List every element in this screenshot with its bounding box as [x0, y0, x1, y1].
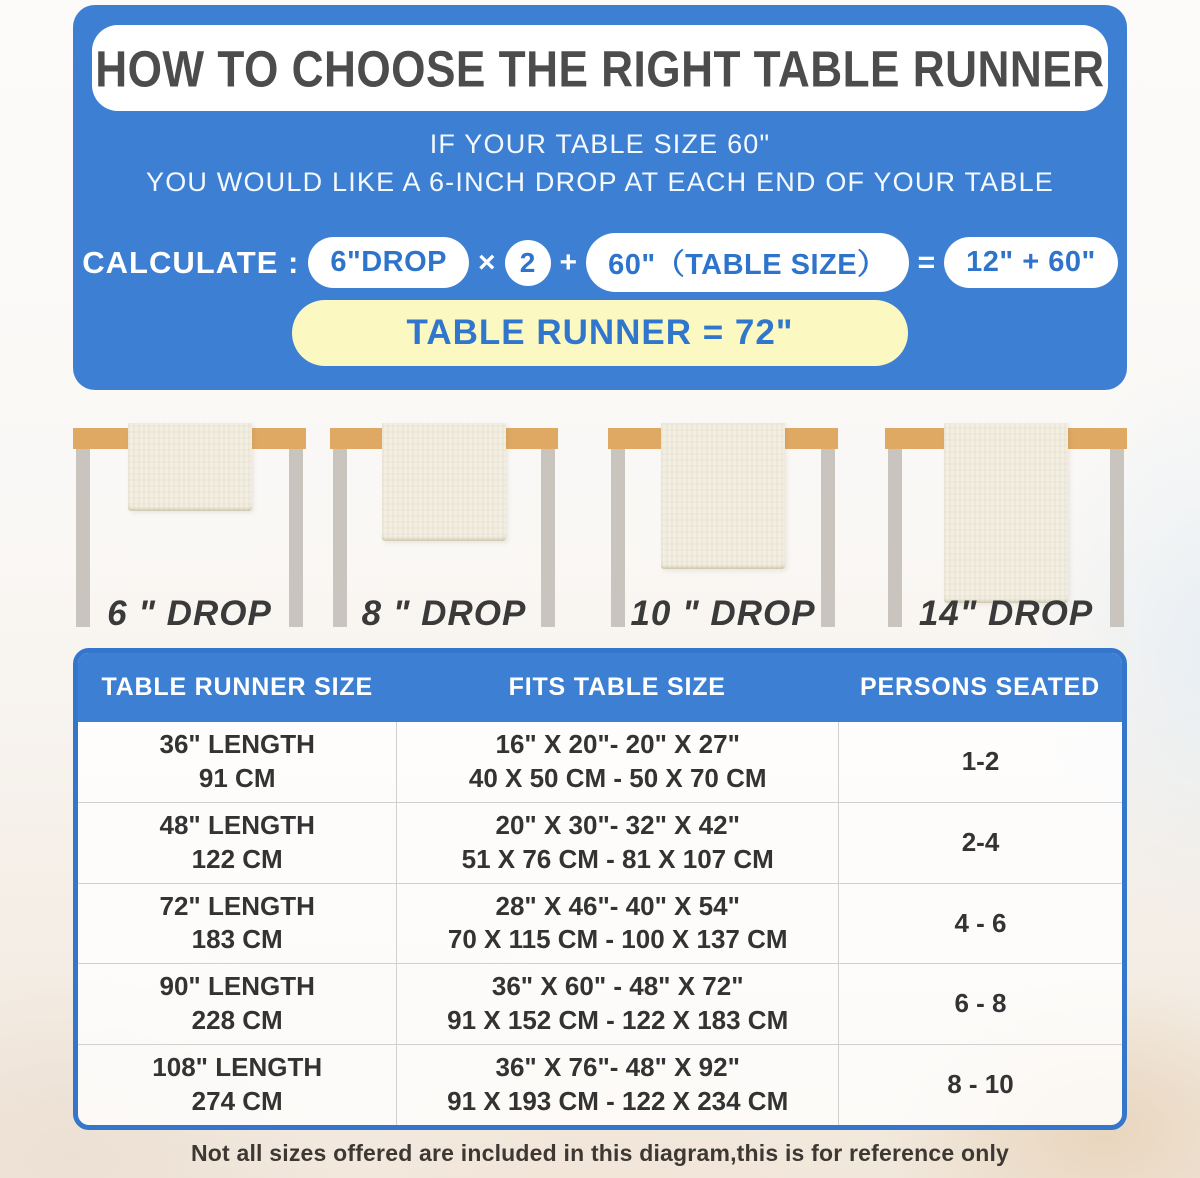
drop-label: 8 " DROP — [361, 594, 527, 633]
cell-fits-table-size: 36" X 60" - 48" X 72" 91 X 152 CM - 122 X 183 CM — [396, 964, 838, 1044]
drop-figure-6 — [73, 420, 306, 638]
table-row — [78, 883, 1122, 964]
column-header-runner-size: TABLE RUNNER SIZE — [101, 673, 373, 701]
drop-label: 10 " DROP — [630, 594, 816, 633]
drop-figure-8 — [330, 420, 558, 638]
multiply-sign: × — [478, 245, 496, 279]
calculation-row — [73, 233, 1127, 292]
size-table-header — [78, 653, 1122, 722]
table-runner-illustration — [382, 423, 506, 541]
table-row — [78, 722, 1122, 802]
size-table-body — [78, 722, 1122, 1125]
drop-pill: 6"DROP — [308, 237, 469, 288]
cell-fits-table-size: 28" X 46"- 40" X 54" 70 X 115 CM - 100 X 137 CM — [396, 884, 838, 964]
size-table — [73, 648, 1127, 1130]
calculate-label: CALCULATE : — [82, 244, 300, 280]
cell-persons-seated: 8 - 10 — [838, 1045, 1122, 1125]
cell-runner-size: 72" LENGTH 183 CM — [159, 890, 315, 955]
multiplier-badge: 2 — [505, 240, 551, 286]
table-row — [78, 1044, 1122, 1125]
table-runner-illustration — [128, 423, 252, 511]
subtitle-line-2: YOU WOULD LIKE A 6-INCH DROP AT EACH END OF YOUR TABLE — [145, 167, 1054, 197]
drop-figure-10 — [608, 420, 838, 638]
drop-figure-14 — [885, 420, 1127, 638]
cell-runner-size: 108" LENGTH 274 CM — [152, 1052, 323, 1117]
cell-persons-seated: 1-2 — [838, 722, 1122, 802]
cell-fits-table-size: 36" X 76"- 48" X 92" 91 X 193 CM - 122 X 234 CM — [396, 1045, 838, 1125]
plus-sign: + — [559, 245, 578, 279]
subtitle-line-1: IF YOUR TABLE SIZE 60" — [429, 129, 771, 159]
cell-runner-size: 48" LENGTH 122 CM — [159, 809, 315, 874]
table-row — [78, 802, 1122, 883]
title-box — [92, 25, 1108, 111]
cell-fits-table-size: 16" X 20"- 20" X 27" 40 X 50 CM - 50 X 70 CM — [396, 722, 838, 802]
drop-label: 14" DROP — [918, 594, 1094, 633]
column-header-fits-table-size: FITS TABLE SIZE — [508, 673, 726, 701]
result-pill: 12" + 60" — [944, 237, 1118, 288]
cell-persons-seated: 4 - 6 — [838, 884, 1122, 964]
cell-fits-table-size: 20" X 30"- 32" X 42" 51 X 76 CM - 81 X 107 CM — [396, 803, 838, 883]
equals-sign: = — [917, 245, 936, 279]
table-runner-illustration — [944, 423, 1068, 603]
cell-runner-size: 36" LENGTH 91 CM — [159, 729, 315, 793]
drop-figures-row — [0, 420, 1200, 638]
cell-persons-seated: 6 - 8 — [838, 964, 1122, 1044]
table-runner-illustration — [661, 423, 785, 569]
page-title: HOW TO CHOOSE THE RIGHT TABLE RUNNER — [95, 39, 1105, 97]
drop-label: 6 " DROP — [107, 594, 272, 633]
column-header-persons-seated: PERSONS SEATED — [860, 673, 1100, 701]
total-pill: TABLE RUNNER = 72" — [292, 300, 908, 366]
header-panel — [73, 5, 1127, 390]
cell-persons-seated: 2-4 — [838, 803, 1122, 883]
table-row — [78, 963, 1122, 1044]
cell-runner-size: 90" LENGTH 228 CM — [159, 971, 315, 1036]
footer-note: Not all sizes offered are included in this diagram,this is for reference only — [190, 1140, 1010, 1166]
table-size-pill: 60"（TABLE SIZE） — [586, 233, 909, 292]
